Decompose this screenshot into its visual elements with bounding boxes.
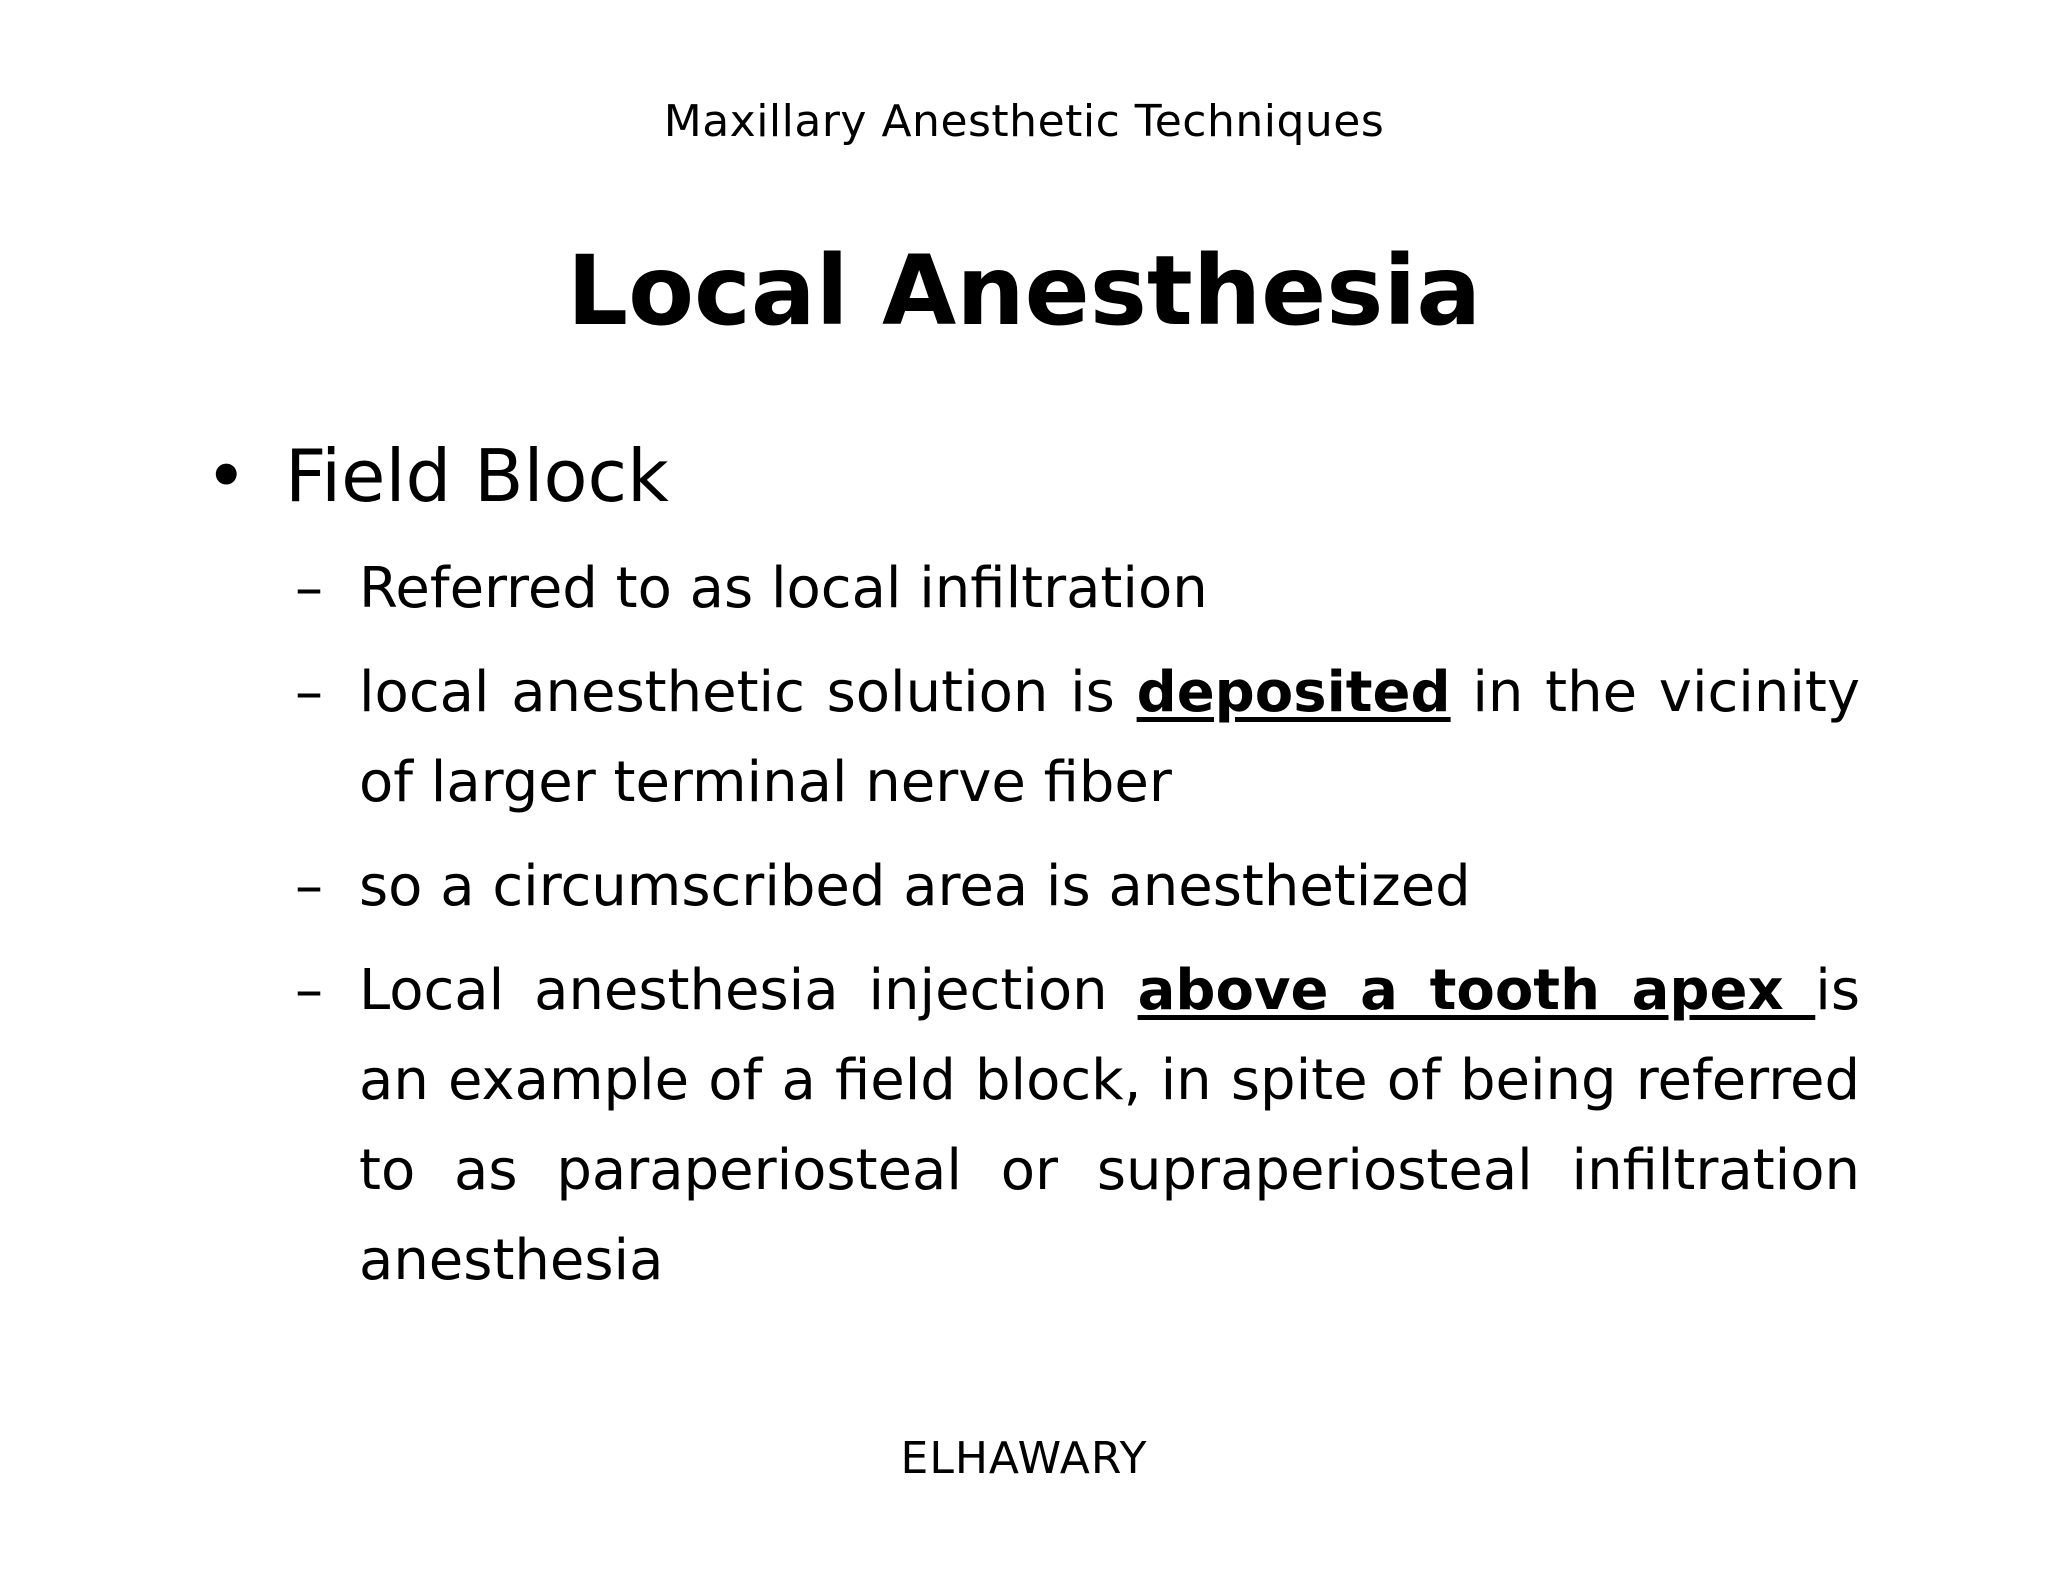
sub-bullet-item — [295, 544, 1860, 634]
sub-bullet-item — [295, 842, 1860, 932]
sub-bullet-text: so a circumscribed area is anesthetized — [359, 854, 1471, 920]
emphasis-deposited: deposited — [1136, 660, 1451, 726]
sub-bullet-text-before: local anesthetic solution is — [359, 660, 1137, 726]
sub-bullet-text: Referred to as local infiltration — [359, 556, 1208, 622]
dash-icon: – — [295, 556, 323, 622]
dash-icon: – — [295, 660, 323, 726]
slide-footer-author: ELHAWARY — [900, 1433, 1148, 1484]
dash-icon: – — [295, 958, 323, 1024]
sub-bullet-item — [295, 946, 1860, 1306]
slide-subtitle: Maxillary Anesthetic Techniques — [663, 96, 1385, 147]
bullet-icon: • — [205, 434, 248, 518]
bullet-label: Field Block — [285, 434, 669, 518]
sub-bullet-text — [359, 946, 1860, 1306]
sub-bullet-text-after: in the vicinity of larger terminal nerve fiber — [359, 660, 1860, 816]
sub-bullet-text-before: Local anesthesia injection — [359, 958, 1138, 1024]
slide-content — [200, 434, 1861, 1320]
dash-icon: – — [295, 854, 323, 920]
slide-title: Local Anesthesia — [566, 235, 1482, 347]
sub-bullet-list — [200, 544, 1860, 1306]
emphasis-above-tooth-apex: above a tooth apex — [1137, 958, 1816, 1024]
sub-bullet-item — [295, 648, 1860, 828]
bullet-field-block — [200, 434, 1860, 518]
sub-bullet-text-after: is an example of a field block, in spite of being referred to as paraperiosteal or supraperiosteal infiltration anesthesia — [359, 958, 1861, 1294]
sub-bullet-text — [359, 648, 1860, 828]
